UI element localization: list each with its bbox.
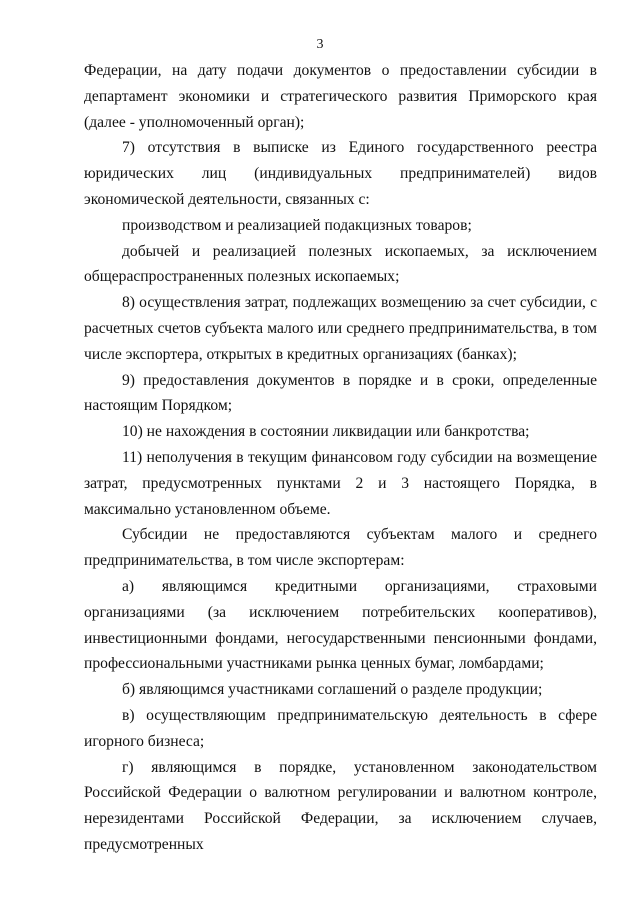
paragraph-item-v: в) осуществляющим предпринимательскую деятельность в сфере игорного бизнеса; xyxy=(84,706,597,750)
paragraph-item-b: б) являющимся участниками соглашений о разделе продукции; xyxy=(122,681,543,699)
paragraph-mineral-extraction: добычей и реализацией полезных ископаемых, за исключением общераспространенных полезных ископаемых; xyxy=(84,242,597,286)
paragraph-subsidy-exclusions: Субсидии не предоставляются субъектам малого и среднего предпринимательства, в том числе экспортерам: xyxy=(84,526,597,570)
paragraph-item-7: 7) отсутствия в выписке из Единого государственного реестра юридических лиц (индивидуальных предпринимателей) видов экономической деятельности, связанных с: xyxy=(84,139,597,208)
paragraph-excise-goods: производством и реализацией подакцизных товаров; xyxy=(122,216,472,234)
paragraph-item-8: 8) осуществления затрат, подлежащих возмещению за счет субсидии, с расчетных счетов субъекта малого или среднего предпринимательства, в том числе экспортера, открытых в кредитных организациях (банках); xyxy=(84,294,597,363)
document-body xyxy=(84,58,597,858)
paragraph-item-a: а) являющимся кредитными организациями, страховыми организациями (за исключением потребительских кооперативов), инвестиционными фондами, негосударственными пенсионными фондами, профессиональными участниками рынка ценных бумаг, ломбардами; xyxy=(84,577,597,673)
paragraph-continuation: Федерации, на дату подачи документов о предоставлении субсидии в департамент экономики и стратегического развития Приморского края (далее - уполномоченный орган); xyxy=(84,62,597,131)
paragraph-item-g: г) являющимся в порядке, установленном законодательством Российской Федерации о валютном регулировании и валютном контроле, нерезидентами Российской Федерации, за исключением случаев, предусмотренных xyxy=(84,758,597,853)
page-number: 3 xyxy=(316,37,324,52)
paragraph-item-10: 10) не нахождения в состоянии ликвидации или банкротства; xyxy=(122,423,530,441)
paragraph-item-9: 9) предоставления документов в порядке и в сроки, определенные настоящим Порядком; xyxy=(84,371,597,415)
paragraph-item-11: 11) неполучения в текущим финансовом году субсидии на возмещение затрат, предусмотренных пунктами 2 и 3 настоящего Порядка, в максимально установленном объеме. xyxy=(84,448,597,518)
